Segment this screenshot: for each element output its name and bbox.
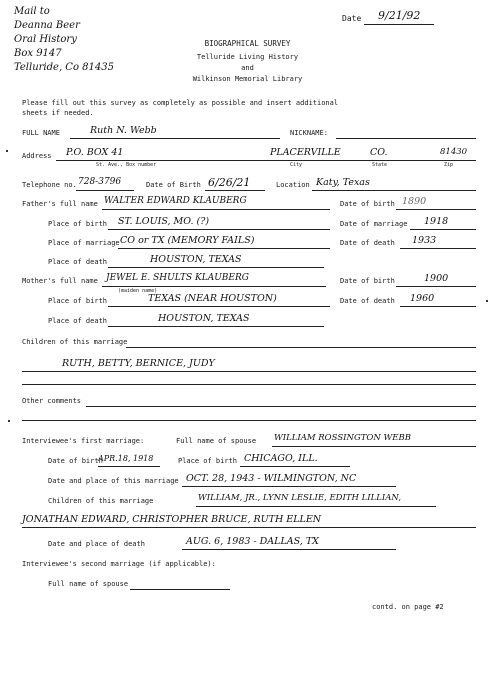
mother-death-date-line xyxy=(400,306,476,307)
mother-name-line xyxy=(102,286,326,287)
marriage-date-place-label: Date and place of this marriage xyxy=(48,477,179,485)
telephone-line xyxy=(76,190,134,191)
spouse-death-label: Date and place of death xyxy=(48,540,145,548)
location-line xyxy=(312,190,476,191)
mother-death-date-label: Date of death xyxy=(340,297,395,305)
other-comments-label: Other comments xyxy=(22,397,82,405)
father-dob-value[interactable]: 1890 xyxy=(402,196,427,207)
mother-birthplace-label: Place of birth xyxy=(48,297,108,305)
mother-dob-line xyxy=(396,286,476,287)
father-marriage-date-value[interactable]: 1918 xyxy=(424,216,449,227)
marriage-date-place-value[interactable]: OCT. 28, 1943 - WILMINGTON, NC xyxy=(186,473,357,484)
nickname-label: NICKNAME: xyxy=(290,129,328,137)
father-death-place-label: Place of death xyxy=(48,258,108,266)
children-label: Children of this marriage xyxy=(22,338,128,346)
margin-note-line: Deanna Beer xyxy=(14,20,80,31)
other-comments-line xyxy=(22,420,476,421)
father-death-date-value[interactable]: 1933 xyxy=(412,235,437,246)
address-zip-caption: Zip xyxy=(444,162,454,168)
spouse-name-label: Full name of spouse xyxy=(176,437,257,445)
mother-dob-value[interactable]: 1900 xyxy=(424,273,449,284)
father-marriage-date-line xyxy=(410,229,476,230)
father-death-date-line xyxy=(400,248,476,249)
nickname-line xyxy=(336,138,476,139)
father-death-place-line xyxy=(108,267,324,268)
father-marriage-place-label: Place of marriage xyxy=(48,239,120,247)
spouse-birthplace-value[interactable]: CHICAGO, ILL. xyxy=(244,453,318,464)
margin-note-line: Telluride, Co 81435 xyxy=(14,62,114,73)
date-value: 9/21/92 xyxy=(378,9,421,22)
dob-label: Date of Birth xyxy=(146,181,201,189)
father-birthplace-value[interactable]: ST. LOUIS, MO. (?) xyxy=(118,216,210,227)
other-comments-line xyxy=(86,406,476,407)
survey-subtitle: and xyxy=(241,64,254,72)
location-value[interactable]: Katy, Texas xyxy=(316,177,370,188)
father-death-place-value[interactable]: HOUSTON, TEXAS xyxy=(150,254,242,265)
mother-name-value[interactable]: JEWEL E. SHULTS KLAUBERG xyxy=(106,273,249,283)
second-marriage-label: Interviewee's second marriage (if applicable): xyxy=(22,560,216,568)
father-marriage-place-value[interactable]: CO or TX (MEMORY FAILS) xyxy=(120,235,255,246)
father-name-value[interactable]: WALTER EDWARD KLAUBERG xyxy=(104,196,247,206)
address-city-caption: City xyxy=(290,162,303,168)
spouse-dob-label: Date of birth xyxy=(48,457,103,465)
father-name-line xyxy=(102,209,330,210)
mother-dob-label: Date of birth xyxy=(340,277,395,285)
full-name-line xyxy=(70,138,280,139)
dob-line xyxy=(205,190,265,191)
date-line xyxy=(364,24,434,25)
full-name-value[interactable]: Ruth N. Webb xyxy=(90,125,157,136)
scan-speck xyxy=(8,420,10,422)
first-marriage-children-line xyxy=(196,506,436,507)
scan-speck xyxy=(6,150,8,152)
mother-name-label: Mother's full name xyxy=(22,277,98,285)
second-spouse-name-line[interactable] xyxy=(130,589,230,590)
date-label: Date xyxy=(342,14,362,23)
children-line xyxy=(22,371,476,372)
spouse-birthplace-line xyxy=(240,466,350,467)
spouse-dob-line xyxy=(98,466,160,467)
mother-death-place-value[interactable]: HOUSTON, TEXAS xyxy=(158,313,250,324)
father-marriage-date-label: Date of marriage xyxy=(340,220,408,228)
address-street-value[interactable]: P.O. BOX 41 xyxy=(66,147,124,158)
survey-title: BIOGRAPHICAL SURVEY xyxy=(204,39,291,48)
address-street-caption: St. Ave., Box number xyxy=(96,162,157,168)
mother-birthplace-line xyxy=(108,306,330,307)
full-name-label: FULL NAME xyxy=(22,129,60,137)
father-death-date-label: Date of death xyxy=(340,239,395,247)
address-line xyxy=(56,160,476,161)
first-marriage-label: Interviewee's first marriage: xyxy=(22,437,145,445)
children-value[interactable]: RUTH, BETTY, BERNICE, JUDY xyxy=(62,358,215,369)
father-birthplace-label: Place of birth xyxy=(48,220,108,228)
margin-note-line: Box 9147 xyxy=(14,48,62,59)
first-marriage-children-label: Children of this marriage xyxy=(48,497,154,505)
address-state-caption: State xyxy=(372,162,388,168)
father-dob-label: Date of birth xyxy=(340,200,395,208)
instructions-text: sheets if needed. xyxy=(22,109,94,117)
mother-death-date-value[interactable]: 1960 xyxy=(410,293,435,304)
address-city-value[interactable]: PLACERVILLE xyxy=(270,147,341,158)
father-marriage-place-line xyxy=(118,248,330,249)
address-state-value[interactable]: CO. xyxy=(370,147,388,158)
mother-birthplace-value[interactable]: TEXAS (NEAR HOUSTON) xyxy=(148,293,277,304)
first-marriage-children-value[interactable]: JONATHAN EDWARD, CHRISTOPHER BRUCE, RUTH ELLEN xyxy=(22,514,322,525)
margin-note-line: Mail to xyxy=(14,6,50,17)
father-dob-line xyxy=(396,209,476,210)
second-spouse-name-label: Full name of spouse xyxy=(48,580,129,588)
telephone-label: Telephone no. xyxy=(22,181,77,189)
mother-death-place-line xyxy=(108,326,324,327)
mother-death-place-label: Place of death xyxy=(48,317,108,325)
continued-note: contd. on page #2 xyxy=(372,603,444,611)
scan-speck xyxy=(486,300,488,302)
father-name-label: Father's full name xyxy=(22,200,98,208)
survey-subtitle: Telluride Living History xyxy=(196,53,299,61)
father-birthplace-line xyxy=(108,229,330,230)
address-zip-value[interactable]: 81430 xyxy=(440,147,468,157)
address-label: Address xyxy=(22,152,52,160)
location-label: Location xyxy=(276,181,310,189)
marriage-date-place-line xyxy=(182,486,396,487)
spouse-birthplace-label: Place of birth xyxy=(178,457,238,465)
survey-subtitle: Wilkinson Memorial Library xyxy=(192,75,303,83)
spouse-name-line xyxy=(272,446,476,447)
telephone-value[interactable]: 728-3796 xyxy=(78,177,122,187)
instructions-text: Please fill out this survey as completely as possible and insert additional xyxy=(22,99,339,107)
first-marriage-children-value[interactable]: WILLIAM, JR., LYNN LESLIE, EDITH LILLIAN, xyxy=(198,493,402,503)
spouse-name-value[interactable]: WILLIAM ROSSINGTON WEBB xyxy=(274,433,411,443)
dob-value[interactable]: 6/26/21 xyxy=(208,176,251,189)
spouse-dob-value[interactable]: APR.18, 1918 xyxy=(98,454,154,463)
spouse-death-value[interactable]: AUG. 6, 1983 - DALLAS, TX xyxy=(186,536,319,547)
margin-note-line: Oral History xyxy=(14,34,77,45)
mother-maiden-caption: (maiden name) xyxy=(118,288,158,294)
children-line xyxy=(22,384,476,385)
spouse-death-line xyxy=(182,549,396,550)
first-marriage-children-line xyxy=(22,527,476,528)
children-line xyxy=(126,347,476,348)
